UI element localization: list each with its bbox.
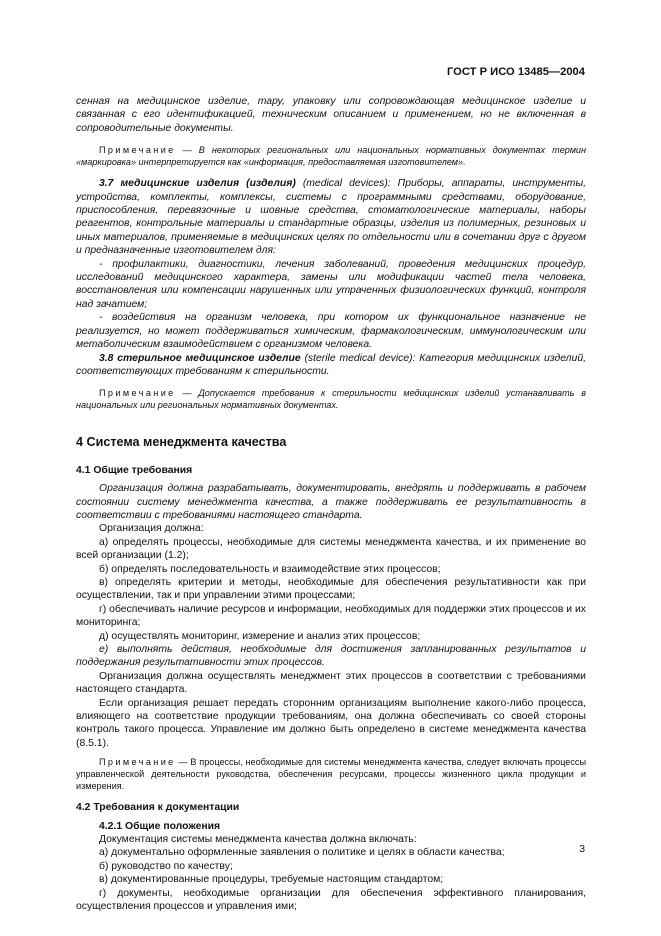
- paragraph: Организация должна осуществлять менеджмент этих процессов в соответствии с требованиями настоящего стандарта.: [76, 670, 586, 696]
- term-sterile-device: [76, 352, 586, 379]
- section-heading: 4 Система менеджмента качества: [76, 435, 287, 450]
- term-number: 3.7: [99, 178, 114, 190]
- note-text: — В процессы, необходимые для системы менеджмента качества, следует включать процессы управленческой деятельности руководства, обеспечения ресурсами, процессы жизненного цикла продукции и измерения.: [76, 757, 586, 792]
- subsection-heading: 4.2 Требования к документации: [76, 802, 240, 814]
- term-name: медицинские изделия (изделия): [120, 178, 296, 190]
- note-label: Примечание: [99, 145, 176, 156]
- list-item: в) определять критерии и методы, необходимые для обеспечения результативности как при осуществлении, так и при управлении этими процессами;: [76, 576, 586, 602]
- paragraph: Если организация решает передать сторонним организациям выполнение какого-либо процесса, влияющего на соответствие продукции требованиям, она должна обеспечивать со своей стороны контроль такого процесса. Управление им должно быть определено в системе менеджмента качества (8.5.1).: [76, 697, 586, 749]
- list-item: а) определять процессы, необходимые для системы менеджмента качества, и их применение во всей организации (1.2);: [76, 536, 586, 562]
- paragraph: Документация системы менеджмента качества должна включать:: [99, 834, 417, 846]
- term-name: стерильное медицинское изделие: [117, 352, 301, 364]
- continuation-text: сенная на медицинское изделие, тару, упаковку или сопровождающая медицинское изделие и связанная с его идентификацией, техническим описанием и применением, но не включенная в сопроводительные документы.: [76, 96, 586, 134]
- note-sterility: [76, 387, 586, 411]
- list-item: а) документально оформленные заявления о политике и целях в области качества;: [99, 847, 505, 859]
- note-label: Примечание: [99, 757, 176, 768]
- list-item: б) определять последовательность и взаимодействие этих процессов;: [99, 563, 441, 575]
- note-text: — Допускается требования к стерильности медицинских изделий устанавливать в национальных или региональных нормативных документах.: [76, 388, 586, 411]
- term-medical-devices: [76, 177, 586, 257]
- term-definition: (sterile medical device): Категория медицинских изделий, соответствующих требованиям к стерильности.: [76, 352, 586, 377]
- paragraph: Организация должна:: [99, 523, 204, 535]
- note-marking: [76, 144, 586, 168]
- term-number: 3.8: [99, 352, 114, 364]
- note-processes: [76, 756, 586, 792]
- note-label: Примечание: [99, 388, 176, 399]
- clause-heading: 4.2.1 Общие положения: [99, 820, 221, 832]
- list-item: г) обеспечивать наличие ресурсов и информации, необходимых для поддержки этих процессов и их мониторинга;: [76, 603, 586, 629]
- list-item: г) документы, необходимые организации для обеспечения эффективного планирования, осуществления процессов и управления ими;: [76, 887, 586, 913]
- list-item: е) выполнять действия, необходимые для достижения запланированных результатов и поддержания результативности этих процессов.: [76, 644, 586, 669]
- note-text: — В некоторых региональных или национальных нормативных документах термин «маркировка» интерпретируется как «информация, предоставляемая изготовителем».: [76, 145, 586, 168]
- subsection-heading: 4.1 Общие требования: [76, 464, 193, 476]
- document-id: ГОСТ Р ИСО 13485—2004: [446, 66, 585, 78]
- term-definition: (medical devices): Приборы, аппараты, инструменты, устройства, комплекты, комплексы, системы с программными средствами, оборудование, приспособления, перевязочные и шовные средства, стоматологические материалы, наборы реагентов, контрольные материалы и стандартные образцы, изделия из полимерных, резиновых и иных материалов, применяемые в медицинских целях по отдельности или в сочетании друг с другом и предназначенные изготовителем для:: [76, 178, 586, 257]
- list-item: б) руководство по качеству;: [99, 860, 233, 872]
- list-item: в) документированные процедуры, требуемые настоящим стандартом;: [99, 874, 444, 886]
- list-item: д) осуществлять мониторинг, измерение и анализ этих процессов;: [99, 630, 421, 642]
- term-bullet: - профилактики, диагностики, лечения заболеваний, проведения медицинских процедур, исследований медицинского характера, замены или модификации частей тела человека, восстановления или компенсации нарушенных или утраченных физиологических функций, контроля над зачатием;: [76, 258, 586, 310]
- term-bullet: - воздействия на организм человека, при котором их функциональное назначение не реализуется, но может поддерживаться химическим, фармакологическим, иммунологическим или метаболическим взаимодействием с организмом человека.: [76, 312, 586, 351]
- paragraph: Организация должна разрабатывать, документировать, внедрять и поддерживать в рабочем состоянии систему менеджмента качества, а также поддерживать ее результативность в соответствии с требованиями настоящего стандарта.: [76, 483, 586, 521]
- page-number: 3: [579, 844, 585, 855]
- page-body: [76, 95, 586, 914]
